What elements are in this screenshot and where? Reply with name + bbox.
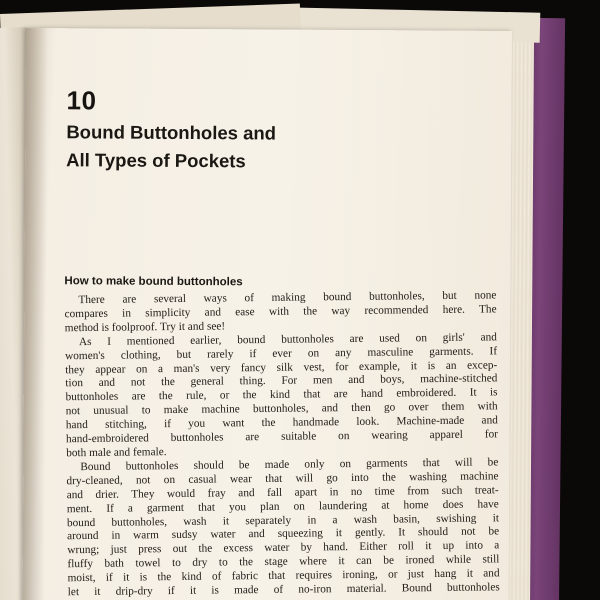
text-line: hand stitching, if you want the handmade look. Machine-made and bbox=[65, 414, 498, 432]
text-line: around in warm sudsy water and squeezing it gently. It should not be bbox=[67, 525, 500, 543]
chapter-number: 10 bbox=[66, 85, 97, 116]
text-line: let it drip-dry if it is made of no-iron material. Bound buttonholes bbox=[67, 581, 500, 599]
chapter-title-line: Bound Buttonholes and bbox=[66, 121, 277, 144]
text-line: method is foolproof. Try it and see! bbox=[64, 320, 226, 335]
chapter-title-line: All Types of Pockets bbox=[66, 149, 246, 172]
text-line: dry-cleaned, not on casual wear that will go into the washing machine bbox=[66, 470, 499, 488]
text-line: wrung; just press out the excess water by hand. Either roll it up into a bbox=[67, 539, 500, 557]
text-line: As I mentioned earlier, bound buttonholes are used on girls' and bbox=[78, 331, 497, 348]
gutter-shadow bbox=[22, 28, 48, 600]
text-line: women's clothing, but rarely if ever on any masculine garments. If bbox=[65, 344, 498, 362]
text-line: both male and female. bbox=[66, 446, 167, 460]
body-text bbox=[64, 289, 499, 600]
book-page bbox=[22, 28, 512, 600]
text-line: buttonholes are the rule, or the kind that are hand embroidered. It is bbox=[65, 386, 498, 404]
text-line: tion and not the general thing. For men and boys, machine-stitched bbox=[65, 372, 498, 390]
text-line: moist, if it is the kind of fabric that requires ironing, or just hang it and bbox=[67, 567, 500, 585]
text-line: There are several ways of making bound buttonholes, but none bbox=[78, 289, 497, 307]
text-line: compares in simplicity and ease with the way recommended here. The bbox=[64, 303, 497, 321]
text-line: hand-embroidered buttonholes are suitable on wearing apparel for bbox=[65, 428, 499, 446]
text-line: fluffy bath towel to dry to the stage where it can be ironed while still bbox=[67, 553, 500, 571]
section-heading: How to make bound buttonholes bbox=[64, 275, 243, 289]
text-line: Bound buttonholes should be made only on garments that will be bbox=[80, 456, 499, 473]
text-line: not unusual to make machine buttonholes, and then go over them with bbox=[65, 400, 498, 418]
text-line: and drier. They would fray and fall apart in no time from such treat- bbox=[66, 484, 499, 501]
chapter-title bbox=[66, 118, 486, 177]
text-line: they appear on a man's very fancy silk vest, for example, it is an excep- bbox=[65, 358, 498, 376]
text-line: bound buttonholes, wash it separately in a wash basin, swishing it bbox=[66, 511, 500, 529]
text-line: ment. If a garment that you plan on laundering at home does have bbox=[66, 497, 499, 515]
